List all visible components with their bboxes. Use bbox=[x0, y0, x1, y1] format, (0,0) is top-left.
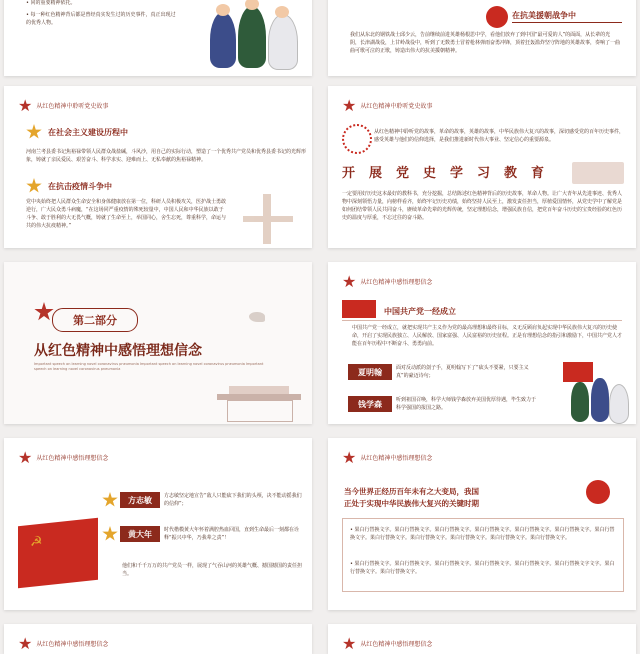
s2-body: 我们从东北的钢铁战士邱少云，告前继续前进英雄杨根思中学，看他们放弃了到中国“最可爱的人”的面面，从长辈的光阴，长津湖战役，上甘岭战役中，听到了无数勇士冒着枪林弹雨奋勇冲锋，顶着狂轰滥炸坚守阵地的英雄故事，奏响了一曲曲可歌可泣的正歌，铸造出伟大的抗美援朝精神。 bbox=[350, 32, 621, 54]
slide-5 bbox=[4, 262, 312, 424]
slide-9 bbox=[4, 624, 312, 654]
s5-part-pill bbox=[52, 308, 138, 332]
s4-header: 从红色精神中聆听党史故事 bbox=[360, 103, 433, 110]
s8-bullet-2: • 果白行替换文字。果白行替换文字。果白行替换文字。果白行替换文字。果白行替换文字。果白行替换文字文字。果白行替换文字。果白行替换文字。 bbox=[350, 561, 615, 575]
s6-person-2-text: 听到祖国召唤，科学大师钱学森放弃美国优厚待遇，毕生致力于科学强国的报国之路。 bbox=[396, 397, 537, 411]
s3-section-1: 在社会主义建设历程中 bbox=[48, 127, 128, 137]
s7-person-1: 方志敏 bbox=[120, 492, 160, 508]
s6-person-1: 夏明翰 bbox=[348, 364, 392, 380]
s6-flag-icon bbox=[342, 300, 376, 318]
s5-title: 从红色精神中感悟理想信念 bbox=[34, 343, 202, 359]
s7-person-2-text: 时代楷模黄大年怀着满腔热血回国，直到生命最后一刻都在诠释“振兴中华，乃我辈之责”！ bbox=[164, 527, 300, 541]
s7-person-1-text: 方志敏坚定地宣告“敌人只能砍下我们的头颅，决不能动摇我们的信仰”； bbox=[164, 493, 302, 507]
s8-title-1: 当今世界正经历百年未有之大变局，我国 bbox=[344, 487, 479, 496]
header-star-icon: ★ bbox=[342, 634, 357, 653]
slide-4 bbox=[328, 86, 636, 248]
s4-banner-text: 开展党史学习教育 bbox=[342, 166, 559, 181]
s5-part-label: 第二部分 bbox=[73, 314, 117, 327]
slide-10 bbox=[328, 624, 636, 654]
s3-body-1: 河南兰考县委书记焦裕禄带领人民群众战盐碱，斗风沙，用自己的实际行动，塑造了一个优秀共产党员和优秀县委书记的光辉形象，铸就了亲民爱民、艰苦奋斗、科学求实、迎难而上、无私奉献的焦裕禄精神。 bbox=[26, 149, 307, 163]
s10-header: 从红色精神中感悟理想信念 bbox=[360, 641, 433, 648]
s4-banner bbox=[342, 162, 570, 184]
s6-soldiers-illustration bbox=[563, 358, 629, 422]
s3-header: 从红色精神中聆听党史故事 bbox=[36, 103, 109, 110]
s6-person-2: 钱学森 bbox=[348, 396, 392, 412]
s8-flag-icon bbox=[586, 480, 610, 504]
s4-building-icon bbox=[572, 162, 624, 184]
s6-header: 从红色精神中感悟理想信念 bbox=[360, 279, 433, 286]
gold-star-icon bbox=[102, 526, 118, 542]
s8-title-2: 正处于实现中华民族伟大复兴的关键时期 bbox=[344, 499, 479, 508]
s6-body: 中国共产党一经成立，就把实现共产主义作为党的最高理想和最终目标，义无反顾肩负起实现中华民族伟大复兴的历史使命，开启了实现民族独立、人民解放、国家富强、人民富裕的历史征程。正是有理想信念的指引和激励下，中国共产党人才能在百年历程中不断奋斗、勇勇向前。 bbox=[352, 325, 623, 347]
s7-party-flag bbox=[18, 518, 98, 588]
header-star-icon: ★ bbox=[18, 634, 33, 653]
s3-section-2: 在抗击疫情斗争中 bbox=[48, 181, 112, 191]
slide-6 bbox=[328, 262, 636, 424]
header-star-icon: ★ bbox=[342, 272, 357, 291]
s6-person-1-text: 面对反动派的刽子手，夏明翰写下了“砍头不要紧，只要主义真”的豪迈诗句； bbox=[396, 365, 529, 379]
s5-subtitle: Important speech on learning novel coronavirus pneumonia Important speech on learning novel coronavirus pneumonia Important speech on learning novel coronavirus pneumonia bbox=[34, 362, 264, 371]
gold-star-icon bbox=[26, 124, 42, 140]
gold-star-icon bbox=[26, 178, 42, 194]
slide-3 bbox=[4, 86, 312, 248]
s6-title: 中国共产党一经成立 bbox=[384, 307, 456, 316]
s5-gate-illustration bbox=[209, 380, 309, 422]
hammer-sickle-icon: ☭ bbox=[30, 534, 43, 550]
s5-big-star-icon bbox=[34, 302, 54, 322]
s8-header: 从红色精神中感悟理想信念 bbox=[360, 455, 433, 462]
s3-body-2: 党中央始终把人民群众生命安全和身体健康放在第一位，科研人员积极攻关，医护战士勇敢逆行，广大民众勇斗病魔，“在这场同严重疫情的殊死较量中，中国人民和中华民族以敢于斗争、敢于胜利的大无畏气概，铸就了生命至上，举国同心，舍生忘死，尊重科学，命运与共的伟大抗疫精神。” bbox=[26, 199, 227, 229]
s1-bullet-1: • 同的重要精神依托。 bbox=[26, 0, 76, 6]
header-star-icon: ★ bbox=[18, 448, 33, 467]
slide-2 bbox=[328, 0, 636, 76]
slide-1 bbox=[4, 0, 312, 76]
firework-icon bbox=[342, 124, 372, 154]
soldiers-illustration bbox=[204, 0, 304, 70]
header-star-icon: ★ bbox=[342, 96, 357, 115]
gold-star-icon bbox=[102, 492, 118, 508]
slide-7 bbox=[4, 438, 312, 610]
slide-8 bbox=[328, 438, 636, 610]
s2-badge-icon bbox=[486, 6, 508, 28]
s7-person-2: 黄大年 bbox=[120, 526, 160, 542]
s8-bullet-1: • 果白行替换文字。果白行替换文字。果白行替换文字。果白行替换文字。果白行替换文字。果白行替换文字。果白行替换文字。果白行替换文字。果白行替换文字。果白行替换文字。果白行替换文字。果白行替换文字。 bbox=[350, 527, 615, 541]
header-star-icon: ★ bbox=[18, 96, 33, 115]
s4-body: 一定要用好历史这本最好的教科书，充分挖掘，总结陈述红色精神背后的历史故事，革命人物。让广大青年从先进事迹、优秀人物中深刻领悟力量，向榜样看齐，始终牢记历史功绩，始终坚持人民至上，激发责任担当，厚植爱国情怀，从党史学中了解党是如何团结带领人民共同奋斗，赓续革命先辈的光辉传统，坚定理想信念，增强民族自信，把党百年奋斗历史的宝贵经验的红色历史的温度与厚重，不忘过往的奋斗路。 bbox=[342, 191, 623, 221]
s9-header: 从红色精神中感悟理想信念 bbox=[36, 641, 109, 648]
header-star-icon: ★ bbox=[342, 448, 357, 467]
s2-section-title: 在抗美援朝战争中 bbox=[512, 11, 576, 20]
s7-header: 从红色精神中感悟理想信念 bbox=[36, 455, 109, 462]
s5-dove-icon bbox=[249, 312, 265, 322]
s4-intro: 从红色精神中聆听党的故事，革命的故事，英雄的故事，中华民族伟大复兴的故事，深切感受党的百年历史事件，感受英雄与他们的信仰选择，是我们推进新时代伟大事业、坚定信心的重要源泉。 bbox=[374, 129, 625, 143]
s7-body: 他们和千千万万的共产党员一样，展现了气吞山河的英雄气概、撼国撼国的责任担当。 bbox=[122, 563, 303, 577]
s3-decoration-monument bbox=[239, 194, 299, 244]
s1-bullet-2: • 每一种红色精神背后都是曾经真实发生过的历史事件，真正出现过的优秀人物。 bbox=[26, 12, 176, 26]
